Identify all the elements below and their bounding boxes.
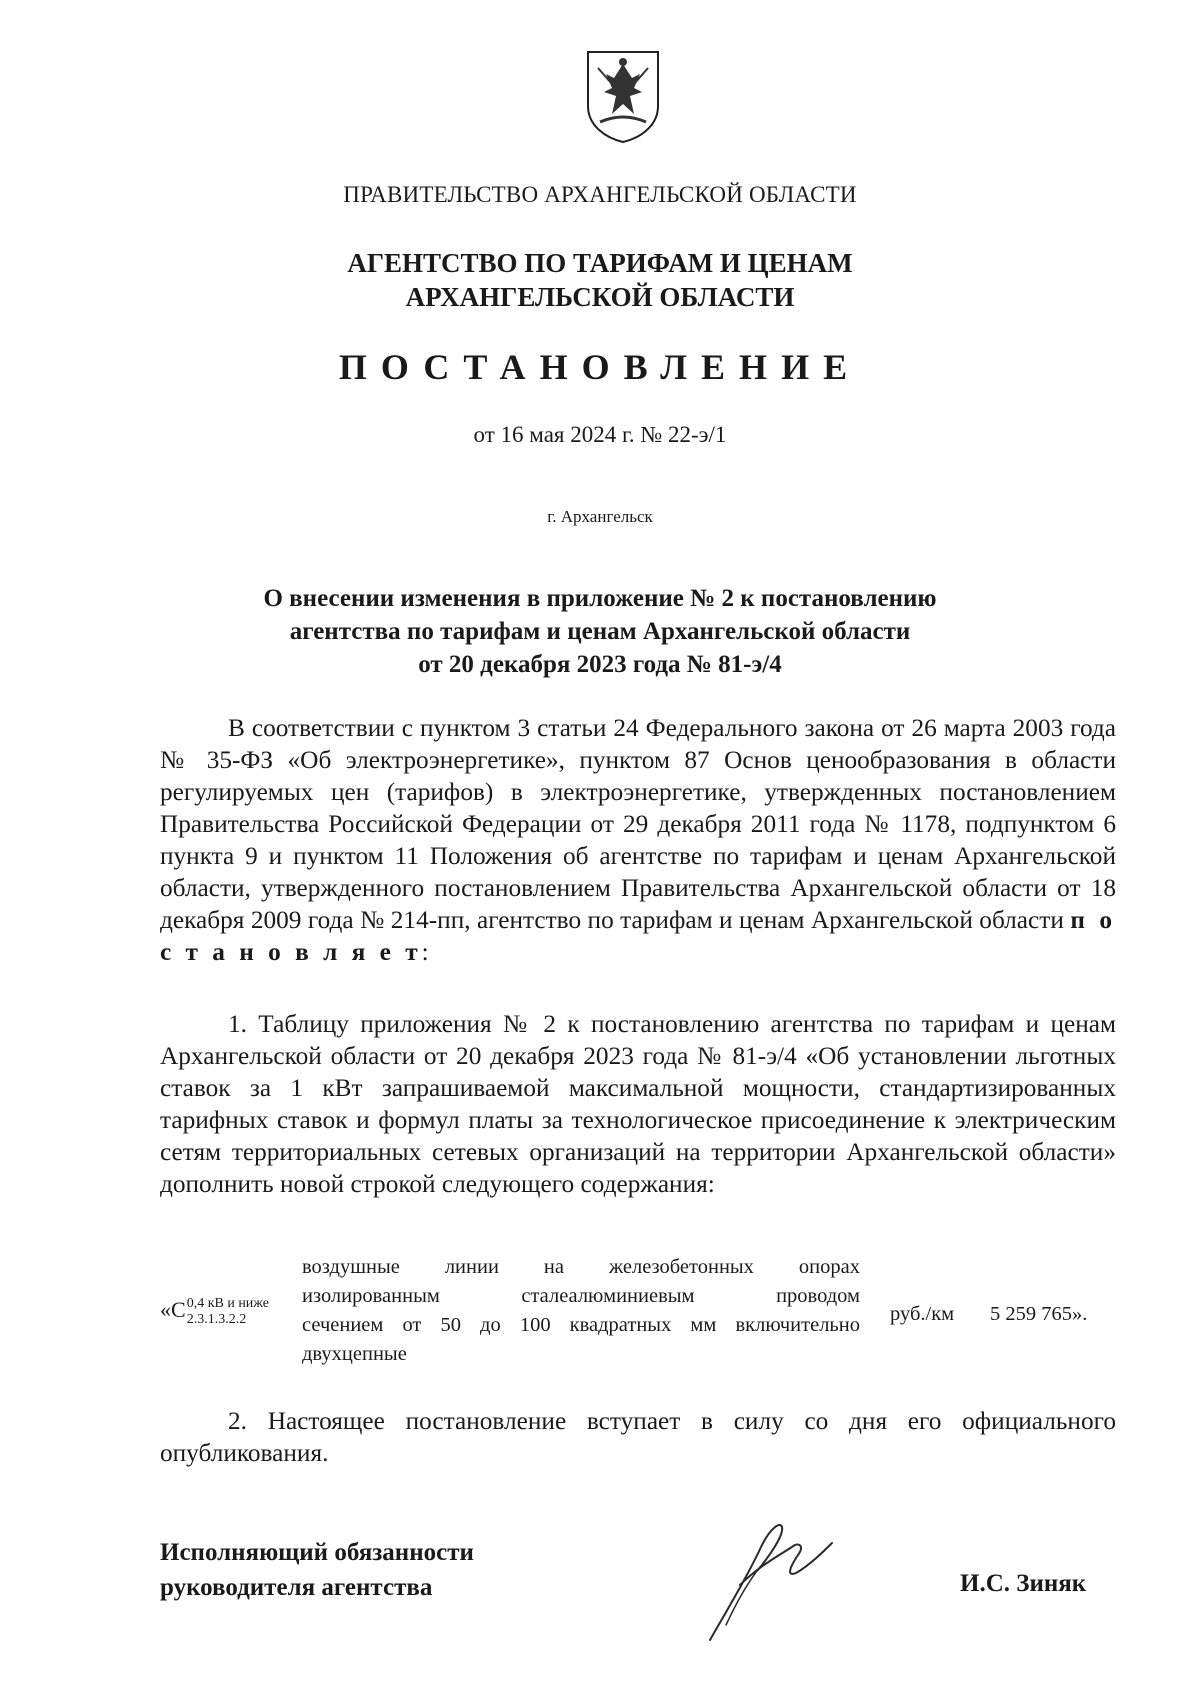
government-title: ПРАВИТЕЛЬСТВО АРХАНГЕЛЬСКОЙ ОБЛАСТИ — [343, 182, 857, 207]
tariff-code — [160, 1296, 269, 1328]
preamble-paragraph — [160, 712, 1116, 968]
document-subject — [0, 582, 1200, 681]
resolves-word: п о с т а н о в л я е т — [160, 906, 1116, 966]
agency-title-line2: АРХАНГЕЛЬСКОЙ ОБЛАСТИ — [405, 282, 795, 312]
preamble-text: В соответствии с пунктом 3 статьи 24 Федерального закона от 26 марта 2003 года № 35-ФЗ «Об электроэнергетике», пунктом 87 Основ ценообразования в области регулируемых цен (тарифов) в электроэнергетике, утвержденных постановлением Правительства Российской Федерации от 29 декабря 2011 года № 1178, подпунктом 6 пункта 9 и пунктом 11 Положения об агентстве по тарифам и ценам Архангельской области, утвержденного постановлением Правительства Архангельской области от 18 декабря 2009 года № 214-пп, агентство по тарифам и ценам Архангельской области — [160, 714, 1116, 934]
tariff-code-prefix: «C — [160, 1297, 186, 1323]
agency-title-line1: АГЕНТСТВО ПО ТАРИФАМ И ЦЕНАМ — [347, 248, 853, 278]
tariff-code-sup: 0,4 кВ и ниже — [186, 1296, 270, 1311]
tariff-unit: руб./км — [890, 1303, 955, 1325]
description-line3: сечением от 50 до 100 квадратных мм включительно — [302, 1314, 860, 1336]
item-1-paragraph — [160, 1008, 1116, 1200]
resolves-colon: : — [421, 938, 429, 966]
position-line1: Исполняющий обязанности — [160, 1539, 474, 1566]
item-2-text: 2. Настоящее постановление вступает в силу со дня его официального опубликования. — [160, 1407, 1116, 1467]
handwritten-signature-icon — [700, 1515, 840, 1645]
tariff-value: 5 259 765». — [990, 1303, 1088, 1325]
description-line2: изолированным сталеалюминиевым проводом — [302, 1285, 860, 1307]
coat-of-arms-icon — [584, 48, 662, 144]
description-line4: двухцепные — [302, 1343, 407, 1365]
item-2-paragraph — [160, 1405, 1116, 1469]
subject-line1: О внесении изменения в приложение № 2 к постановлению — [263, 585, 937, 612]
tariff-description — [302, 1253, 860, 1369]
document-type-title: ПОСТАНОВЛЕНИЕ — [338, 347, 862, 387]
item-1-text: 1. Таблицу приложения № 2 к постановлению агентства по тарифам и ценам Архангельской области от 20 декабря 2023 года № 81-э/4 «Об установлении льготных ставок за 1 кВт запрашиваемой максимальной мощности, стандартизированных тарифных ставок и формул платы за технологическое присоединение к электрическим сетям территориальных сетевых организаций на территории Архангельской области» дополнить новой строкой следующего содержания: — [160, 1010, 1116, 1198]
signatory-position — [160, 1535, 474, 1605]
city: г. Архангельск — [547, 507, 653, 526]
subject-line3: от 20 декабря 2023 года № 81-э/4 — [418, 651, 782, 678]
agency-title — [0, 246, 1200, 314]
subject-line2: агентства по тарифам и ценам Архангельской области — [289, 618, 911, 645]
position-line2: руководителя агентства — [160, 1574, 433, 1601]
table-row — [160, 1253, 1116, 1377]
signatory-name: И.С. Зиняк — [960, 1570, 1087, 1597]
description-line1: воздушные линии на железобетонных опорах — [302, 1256, 860, 1278]
date-number: от 16 мая 2024 г. № 22-э/1 — [473, 422, 727, 447]
tariff-code-sub: 2.3.1.3.2.2 — [186, 1312, 247, 1327]
